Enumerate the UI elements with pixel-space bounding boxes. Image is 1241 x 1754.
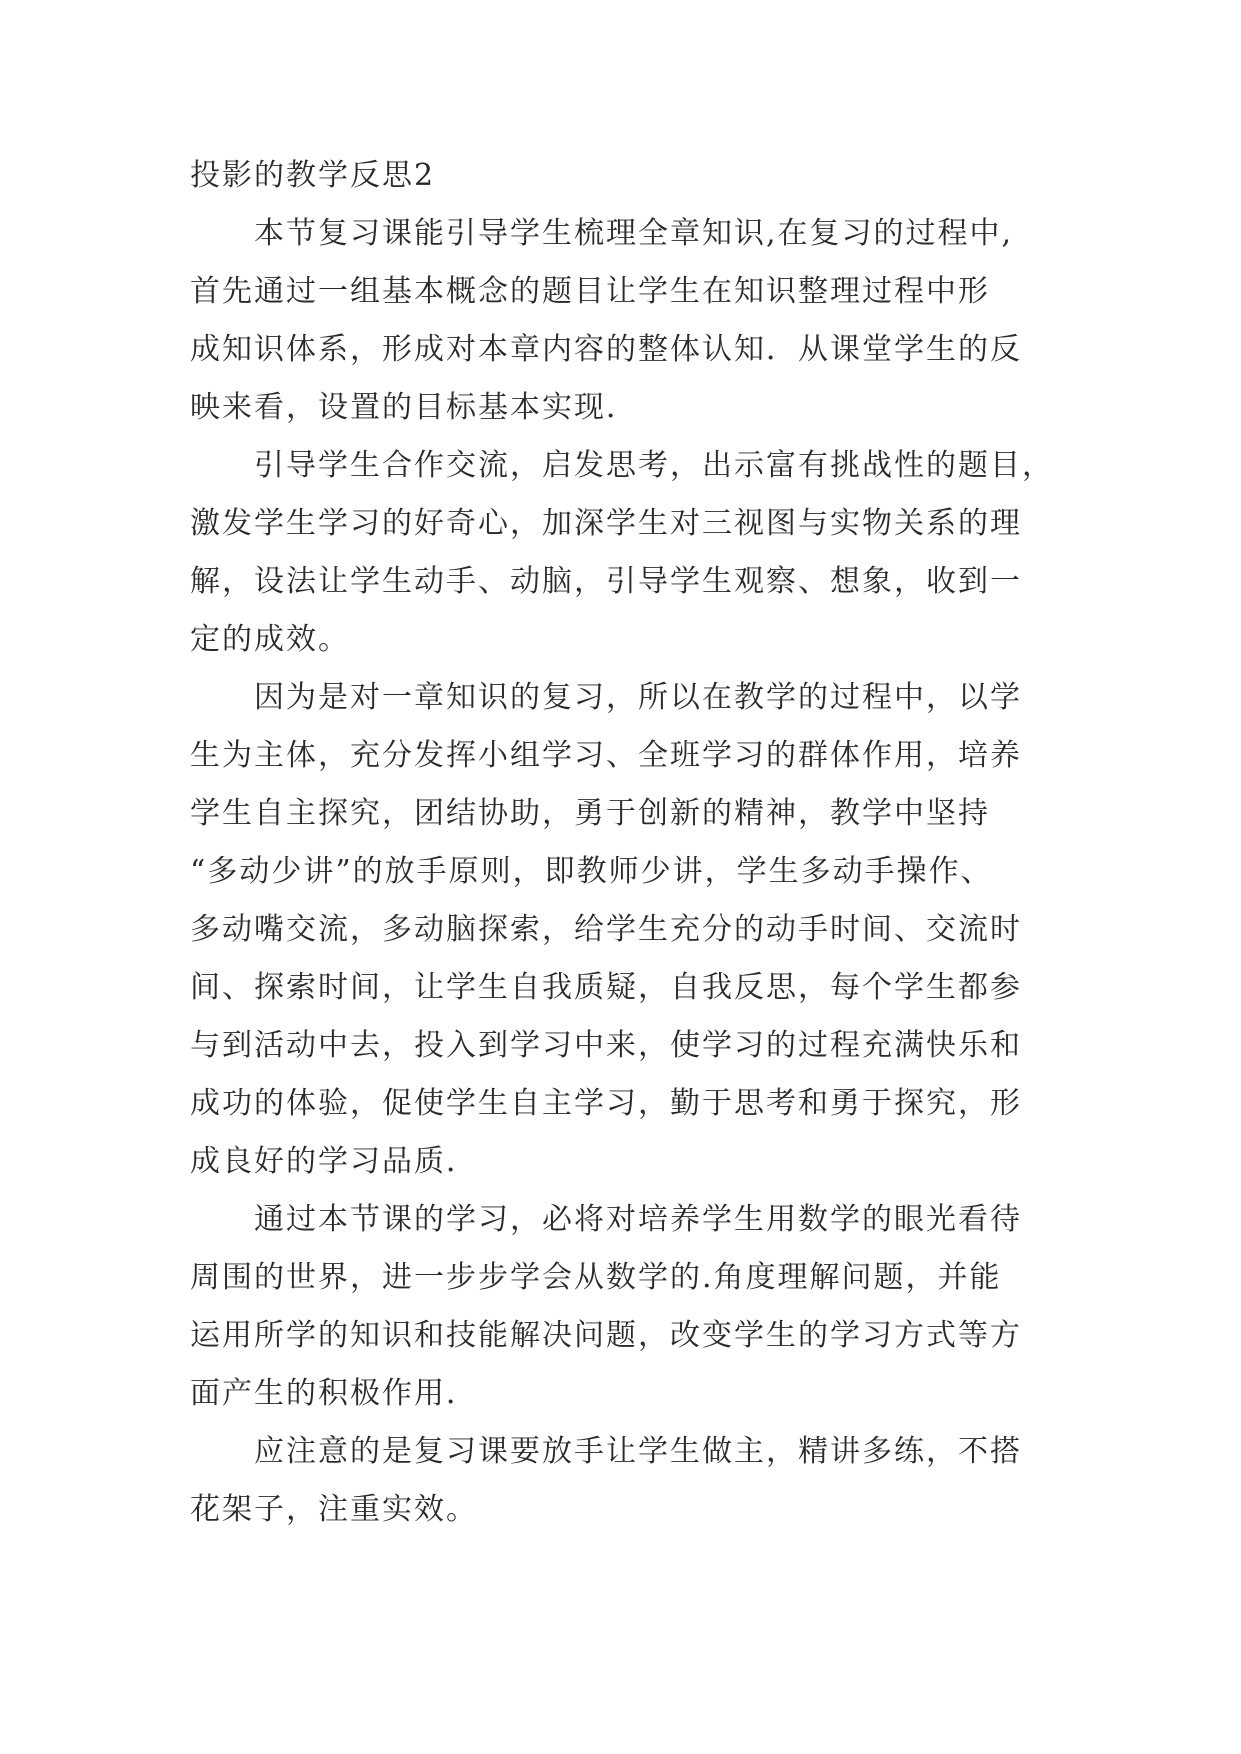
paragraph-2-line-3: 解，设法让学生动手、动脑，引导学生观察、想象，收到一: [190, 564, 1022, 599]
paragraph-3-line-4: “多动少讲”的放手原则，即教师少讲，学生多动手操作、: [190, 854, 993, 889]
paragraph-3-line-3: 学生自主探究，团结协助，勇于创新的精神，教学中坚持: [190, 796, 990, 831]
paragraph-4-line-4: 面产生的积极作用．: [190, 1376, 478, 1411]
paragraph-1-line-4: 映来看，设置的目标基本实现．: [190, 390, 638, 425]
paragraph-2-line-1: 引导学生合作交流，启发思考，出示富有挑战性的题目，: [254, 448, 1054, 483]
paragraph-5-line-1: 应注意的是复习课要放手让学生做主，精讲多练，不搭: [254, 1434, 1022, 1469]
paragraph-3-line-6: 间、探索时间，让学生自我质疑，自我反思，每个学生都参: [190, 970, 1022, 1005]
document-title: 投影的教学反思2: [190, 158, 436, 193]
paragraph-1-line-2: 首先通过一组基本概念的题目让学生在知识整理过程中形: [190, 274, 990, 309]
paragraph-3-line-9: 成良好的学习品质．: [190, 1144, 478, 1179]
paragraph-3-line-7: 与到活动中去，投入到学习中来，使学习的过程充满快乐和: [190, 1028, 1022, 1063]
paragraph-4-line-2: 周围的世界，进一步步学会从数学的.角度理解问题，并能: [190, 1260, 1002, 1295]
paragraph-4-line-1: 通过本节课的学习，必将对培养学生用数学的眼光看待: [254, 1202, 1022, 1237]
paragraph-5-line-2: 花架子，注重实效。: [190, 1492, 478, 1527]
paragraph-3-line-1: 因为是对一章知识的复习，所以在教学的过程中，以学: [254, 680, 1022, 715]
paragraph-2-line-2: 激发学生学习的好奇心，加深学生对三视图与实物关系的理: [190, 506, 1022, 541]
paragraph-4-line-3: 运用所学的知识和技能解决问题，改变学生的学习方式等方: [190, 1318, 1022, 1353]
paragraph-3-line-5: 多动嘴交流，多动脑探索，给学生充分的动手时间、交流时: [190, 912, 1022, 947]
paragraph-3-line-2: 生为主体，充分发挥小组学习、全班学习的群体作用，培养: [190, 738, 1022, 773]
paragraph-3-line-8: 成功的体验，促使学生自主学习，勤于思考和勇于探究，形: [190, 1086, 1022, 1121]
paragraph-1-line-3: 成知识体系，形成对本章内容的整体认知．从课堂学生的反: [190, 332, 1022, 367]
paragraph-2-line-4: 定的成效。: [190, 622, 350, 657]
paragraph-1-line-1: 本节复习课能引导学生梳理全章知识,在复习的过程中,: [254, 216, 1014, 251]
